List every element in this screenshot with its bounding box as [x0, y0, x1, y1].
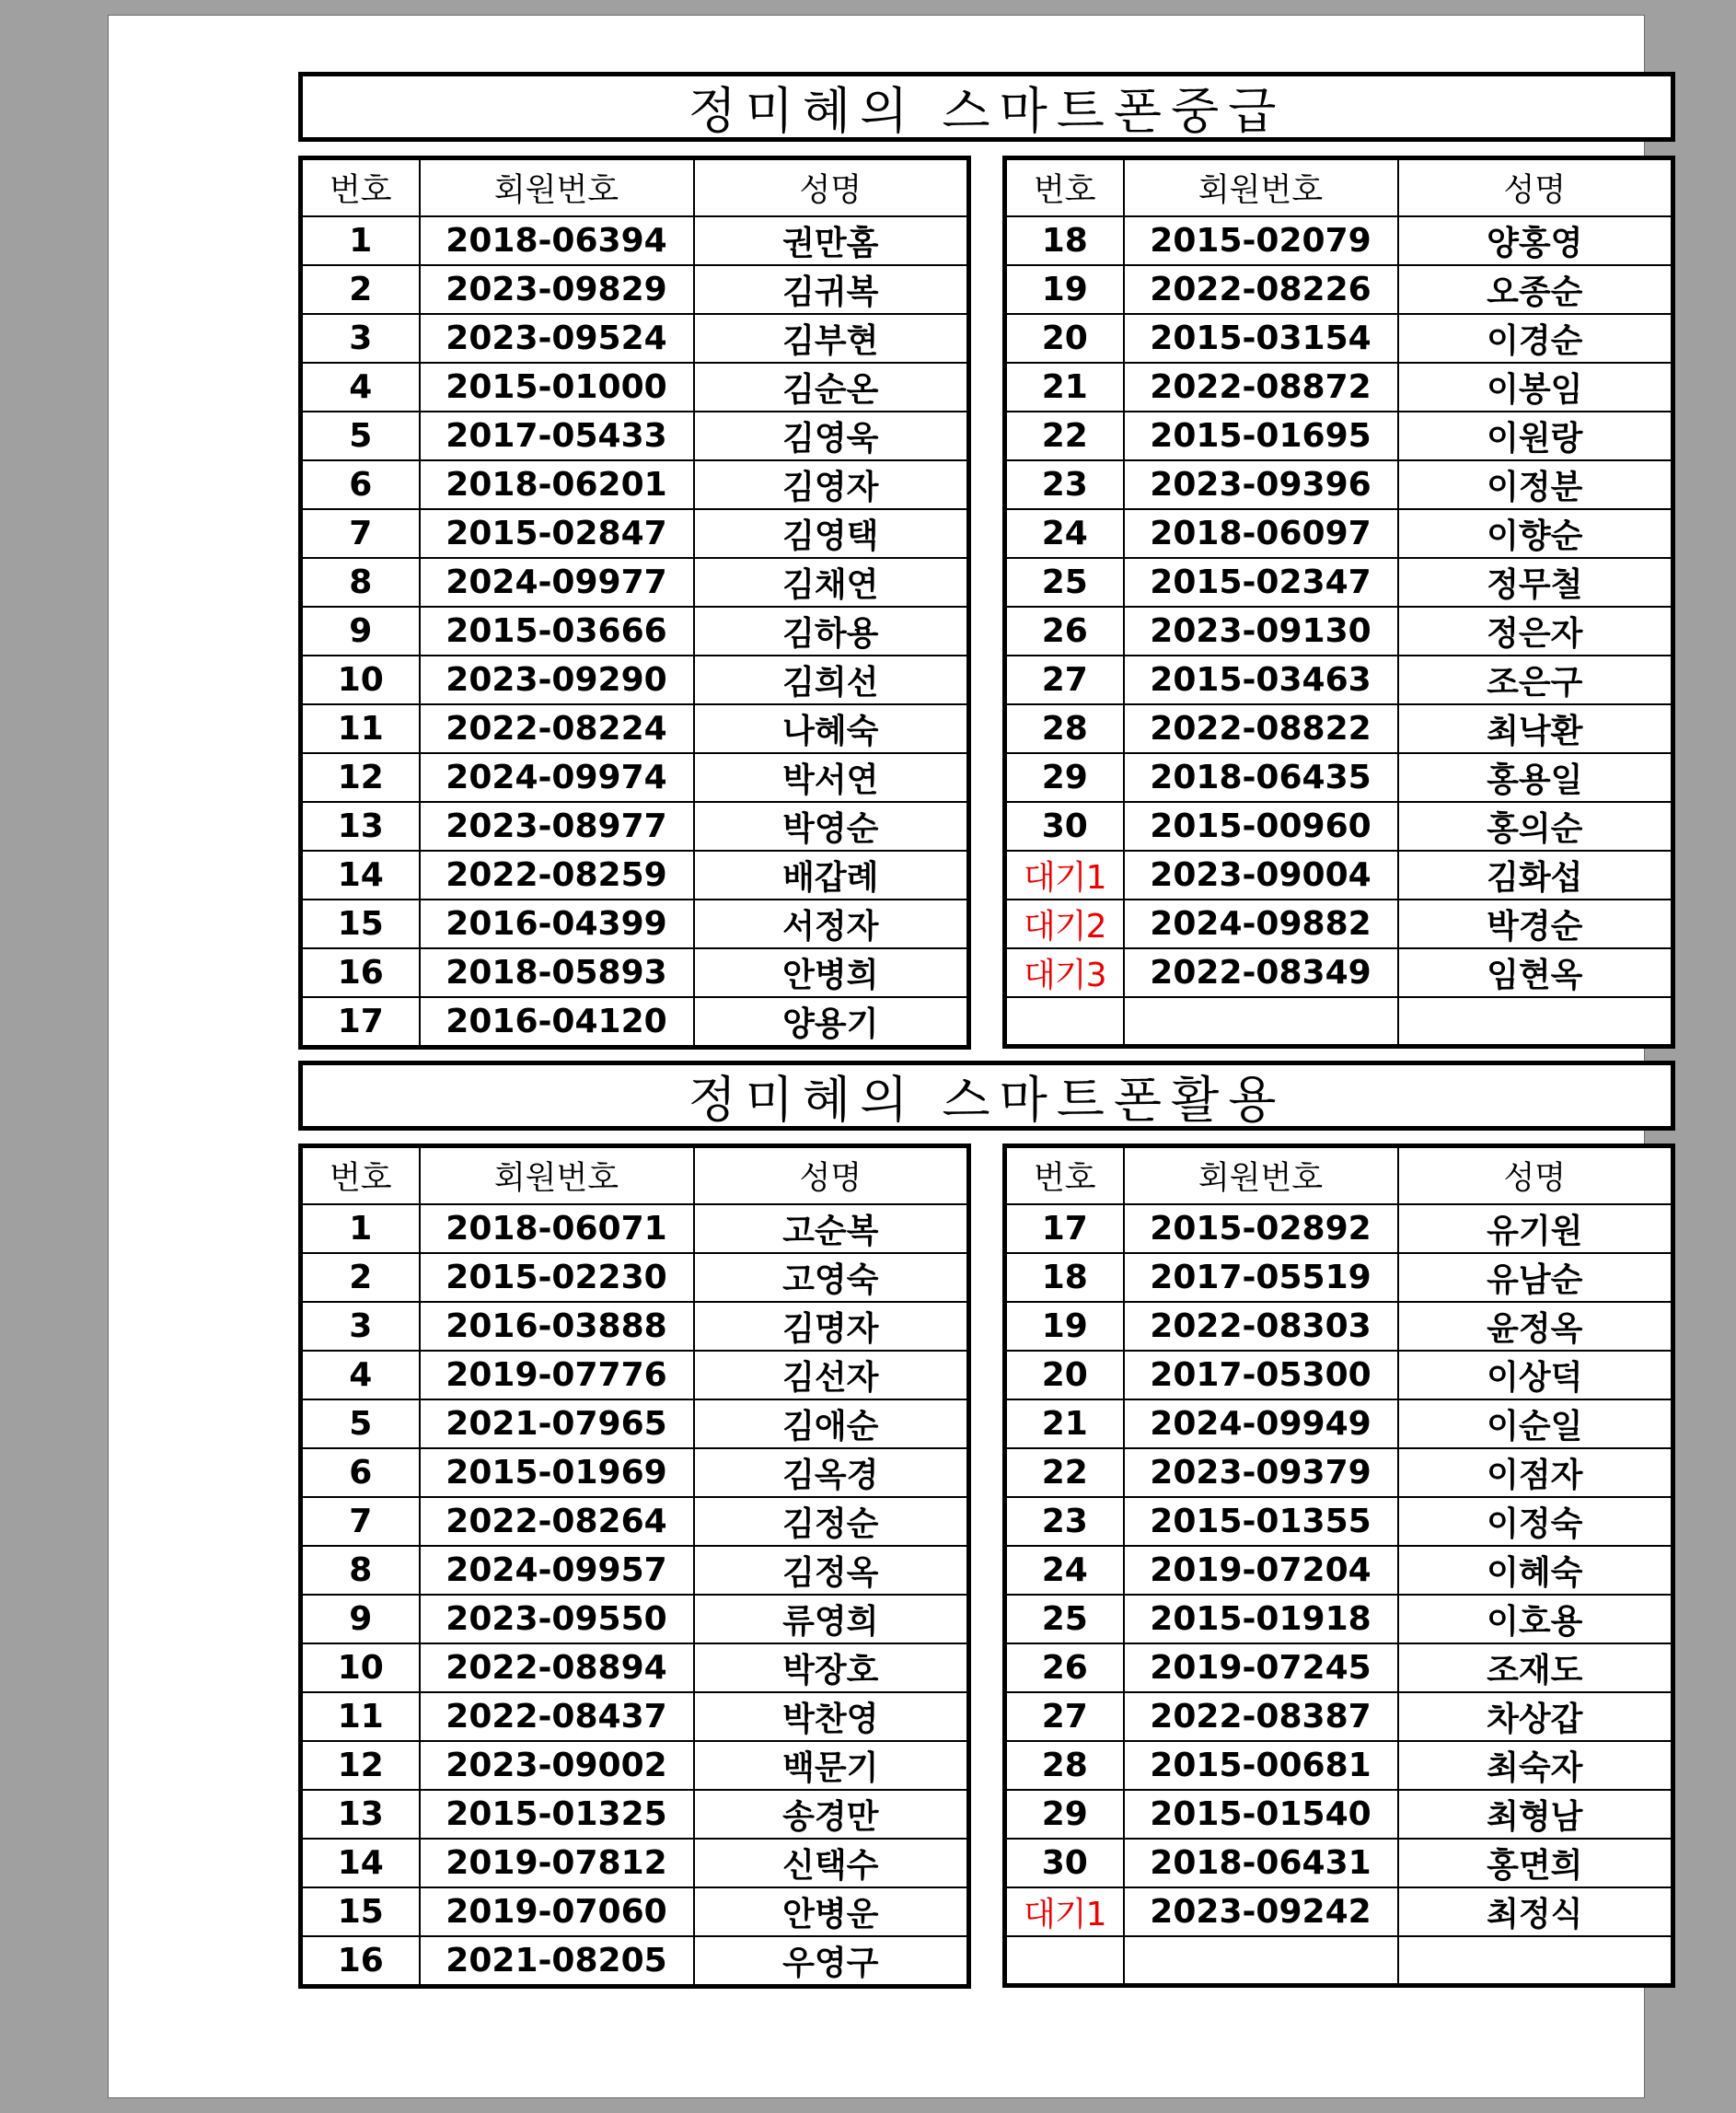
- cell-no: 대기3: [1005, 948, 1124, 997]
- cell-no: 15: [301, 900, 420, 948]
- cell-member-no: 2018-06394: [420, 216, 694, 265]
- table-row: [1005, 265, 1673, 314]
- cell-name: 박찬영: [694, 1692, 969, 1741]
- table-row: [1005, 1399, 1673, 1448]
- cell-no: 5: [301, 1399, 420, 1448]
- table-row: [301, 997, 969, 1048]
- cell-no: 4: [301, 363, 420, 412]
- cell-name: 양홍영: [1398, 216, 1673, 265]
- table-row: [1005, 1936, 1673, 1986]
- table-row: [1005, 1448, 1673, 1497]
- cell-name: 차상갑: [1398, 1692, 1673, 1741]
- cell-no: 23: [1005, 1497, 1124, 1546]
- table-row: [301, 216, 969, 265]
- cell-name: 김옥경: [694, 1448, 969, 1497]
- cell-name: 송경만: [694, 1790, 969, 1839]
- cell-name: 고순복: [694, 1204, 969, 1253]
- cell-no: 6: [301, 460, 420, 509]
- cell-name: 이정분: [1398, 460, 1673, 509]
- cell-member-no: 2015-02892: [1124, 1204, 1398, 1253]
- cell-name: 이경순: [1398, 314, 1673, 363]
- cell-name: 김정옥: [694, 1546, 969, 1595]
- cell-no: 대기2: [1005, 900, 1124, 948]
- header-name: 성명: [694, 1146, 969, 1205]
- cell-member-no: 2015-01540: [1124, 1790, 1398, 1839]
- header-row: [301, 158, 969, 217]
- cell-member-no: 2022-08349: [1124, 948, 1398, 997]
- cell-member-no: 2015-03154: [1124, 314, 1398, 363]
- header-no: 번호: [301, 1146, 420, 1205]
- table-row: [1005, 948, 1673, 997]
- cell-no: 7: [301, 509, 420, 558]
- cell-name: 안병희: [694, 948, 969, 997]
- table-row: [301, 1351, 969, 1399]
- cell-no: 25: [1005, 558, 1124, 607]
- cell-no: 20: [1005, 1351, 1124, 1399]
- cell-member-no: 2016-04399: [420, 900, 694, 948]
- cell-no: 14: [301, 1839, 420, 1887]
- table-row: [301, 948, 969, 997]
- cell-name: 박서연: [694, 753, 969, 802]
- cell-name: [1398, 1936, 1673, 1986]
- cell-member-no: 2024-09977: [420, 558, 694, 607]
- cell-no: 28: [1005, 704, 1124, 753]
- cell-member-no: 2015-01918: [1124, 1595, 1398, 1643]
- cell-no: 25: [1005, 1595, 1124, 1643]
- cell-name: 양용기: [694, 997, 969, 1048]
- cell-no: 18: [1005, 216, 1124, 265]
- cell-no: 30: [1005, 802, 1124, 851]
- cell-name: 김애순: [694, 1399, 969, 1448]
- cell-no: 16: [301, 1936, 420, 1987]
- header-name: 성명: [1398, 1146, 1673, 1205]
- cell-no: 16: [301, 948, 420, 997]
- header-no: 번호: [1005, 1146, 1124, 1205]
- cell-member-no: 2018-06431: [1124, 1839, 1398, 1887]
- cell-no: 18: [1005, 1253, 1124, 1302]
- cell-member-no: 2018-06201: [420, 460, 694, 509]
- document-sheet: [108, 15, 1645, 2098]
- cell-member-no: 2023-08977: [420, 802, 694, 851]
- cell-no: 11: [301, 704, 420, 753]
- table-row: [301, 656, 969, 704]
- cell-name: [1398, 997, 1673, 1047]
- roster-table-intermediate-right: [1002, 156, 1675, 1049]
- cell-name: 김영택: [694, 509, 969, 558]
- cell-no: 1: [301, 1204, 420, 1253]
- table-row: [1005, 753, 1673, 802]
- cell-member-no: [1124, 1936, 1398, 1986]
- cell-name: 최낙환: [1398, 704, 1673, 753]
- cell-member-no: 2015-01969: [420, 1448, 694, 1497]
- table-row: [301, 1204, 969, 1253]
- header-row: [301, 1146, 969, 1205]
- cell-member-no: 2022-08872: [1124, 363, 1398, 412]
- cell-name: 임현옥: [1398, 948, 1673, 997]
- cell-no: 10: [301, 1643, 420, 1692]
- table-row: [1005, 460, 1673, 509]
- cell-no: 9: [301, 1595, 420, 1643]
- table-row: [301, 753, 969, 802]
- cell-member-no: 2015-01325: [420, 1790, 694, 1839]
- cell-name: 김하용: [694, 607, 969, 656]
- table-row: [1005, 704, 1673, 753]
- cell-name: 신택수: [694, 1839, 969, 1887]
- cell-member-no: 2019-07204: [1124, 1546, 1398, 1595]
- cell-member-no: 2019-07245: [1124, 1643, 1398, 1692]
- table-row: [301, 1936, 969, 1987]
- cell-member-no: 2022-08894: [420, 1643, 694, 1692]
- cell-name: 정무철: [1398, 558, 1673, 607]
- cell-member-no: 2024-09957: [420, 1546, 694, 1595]
- table-row: [1005, 607, 1673, 656]
- table-row: [301, 802, 969, 851]
- cell-name: 김귀복: [694, 265, 969, 314]
- table-row: [301, 1497, 969, 1546]
- cell-name: 박장호: [694, 1643, 969, 1692]
- header-no: 번호: [1005, 158, 1124, 217]
- header-member-no: 회원번호: [1124, 158, 1398, 217]
- table-row: [301, 607, 969, 656]
- header-name: 성명: [1398, 158, 1673, 217]
- table-row: [1005, 1643, 1673, 1692]
- section-title-intermediate: 정미혜의 스마트폰중급: [298, 72, 1675, 142]
- cell-member-no: 2015-00960: [1124, 802, 1398, 851]
- cell-member-no: 2024-09974: [420, 753, 694, 802]
- cell-no: 3: [301, 314, 420, 363]
- cell-no: 3: [301, 1302, 420, 1351]
- cell-no: 6: [301, 1448, 420, 1497]
- cell-member-no: 2019-07060: [420, 1887, 694, 1936]
- cell-name: 이호용: [1398, 1595, 1673, 1643]
- cell-member-no: 2017-05300: [1124, 1351, 1398, 1399]
- cell-name: 이향순: [1398, 509, 1673, 558]
- table-row: [1005, 1302, 1673, 1351]
- table-row: [1005, 558, 1673, 607]
- cell-name: 이정숙: [1398, 1497, 1673, 1546]
- cell-name: 권만홈: [694, 216, 969, 265]
- cell-no: 10: [301, 656, 420, 704]
- cell-member-no: 2023-09130: [1124, 607, 1398, 656]
- cell-member-no: 2015-03666: [420, 607, 694, 656]
- table-row: [1005, 1692, 1673, 1741]
- table-row: [301, 363, 969, 412]
- table-row: [1005, 656, 1673, 704]
- cell-no: 22: [1005, 1448, 1124, 1497]
- cell-name: 박영순: [694, 802, 969, 851]
- header-row: [1005, 1146, 1673, 1205]
- table-row: [1005, 1790, 1673, 1839]
- cell-no: 14: [301, 851, 420, 900]
- table-row: [301, 460, 969, 509]
- table-row: [1005, 412, 1673, 460]
- cell-no: 8: [301, 1546, 420, 1595]
- cell-member-no: 2018-05893: [420, 948, 694, 997]
- cell-no: 9: [301, 607, 420, 656]
- cell-no: 대기1: [1005, 851, 1124, 900]
- table-row: [1005, 900, 1673, 948]
- cell-name: 김희선: [694, 656, 969, 704]
- cell-name: 유기원: [1398, 1204, 1673, 1253]
- table-row: [1005, 314, 1673, 363]
- cell-name: 배갑례: [694, 851, 969, 900]
- cell-no: 12: [301, 1741, 420, 1790]
- cell-no: 30: [1005, 1839, 1124, 1887]
- table-row: [301, 1643, 969, 1692]
- cell-name: 우영구: [694, 1936, 969, 1987]
- cell-no: 8: [301, 558, 420, 607]
- cell-no: 5: [301, 412, 420, 460]
- cell-no: 13: [301, 1790, 420, 1839]
- cell-member-no: 2024-09949: [1124, 1399, 1398, 1448]
- cell-member-no: 2023-09242: [1124, 1887, 1398, 1936]
- table-row: [1005, 363, 1673, 412]
- cell-no: 21: [1005, 363, 1124, 412]
- cell-no: 4: [301, 1351, 420, 1399]
- cell-member-no: 2022-08264: [420, 1497, 694, 1546]
- cell-name: 김정순: [694, 1497, 969, 1546]
- table-row: [301, 1790, 969, 1839]
- section-title-practical: 정미혜의 스마트폰활용: [298, 1061, 1675, 1131]
- cell-no: 1: [301, 216, 420, 265]
- cell-name: 최숙자: [1398, 1741, 1673, 1790]
- cell-member-no: 2015-01000: [420, 363, 694, 412]
- header-member-no: 회원번호: [420, 1146, 694, 1205]
- table-row: [1005, 851, 1673, 900]
- cell-member-no: 2018-06071: [420, 1204, 694, 1253]
- cell-name: 오종순: [1398, 265, 1673, 314]
- cell-name: 안병운: [694, 1887, 969, 1936]
- cell-no: [1005, 1936, 1124, 1986]
- cell-no: 12: [301, 753, 420, 802]
- cell-member-no: 2022-08259: [420, 851, 694, 900]
- cell-no: 24: [1005, 509, 1124, 558]
- cell-no: 2: [301, 265, 420, 314]
- cell-name: 홍용일: [1398, 753, 1673, 802]
- cell-member-no: 2021-07965: [420, 1399, 694, 1448]
- cell-no: 13: [301, 802, 420, 851]
- cell-member-no: 2015-02079: [1124, 216, 1398, 265]
- table-row: [301, 704, 969, 753]
- cell-member-no: 2022-08822: [1124, 704, 1398, 753]
- cell-name: 최형남: [1398, 1790, 1673, 1839]
- header-member-no: 회원번호: [420, 158, 694, 217]
- cell-name: 나혜숙: [694, 704, 969, 753]
- cell-no: 7: [301, 1497, 420, 1546]
- cell-no: [1005, 997, 1124, 1047]
- table-row: [301, 1839, 969, 1887]
- cell-member-no: 2022-08303: [1124, 1302, 1398, 1351]
- cell-no: 27: [1005, 656, 1124, 704]
- cell-name: 최정식: [1398, 1887, 1673, 1936]
- cell-member-no: 2023-09396: [1124, 460, 1398, 509]
- cell-member-no: 2022-08387: [1124, 1692, 1398, 1741]
- table-row: [301, 314, 969, 363]
- cell-name: 유남순: [1398, 1253, 1673, 1302]
- cell-member-no: 2015-01355: [1124, 1497, 1398, 1546]
- table-row: [1005, 1741, 1673, 1790]
- cell-member-no: 2021-08205: [420, 1936, 694, 1987]
- cell-no: 17: [301, 997, 420, 1048]
- cell-name: 박경순: [1398, 900, 1673, 948]
- cell-member-no: 2023-09829: [420, 265, 694, 314]
- table-row: [1005, 1887, 1673, 1936]
- table-row: [1005, 1546, 1673, 1595]
- cell-member-no: 2015-02230: [420, 1253, 694, 1302]
- table-row: [1005, 997, 1673, 1047]
- table-row: [301, 1546, 969, 1595]
- table-row: [301, 1887, 969, 1936]
- table-row: [301, 1595, 969, 1643]
- cell-name: 정은자: [1398, 607, 1673, 656]
- cell-member-no: 2015-01695: [1124, 412, 1398, 460]
- cell-no: 11: [301, 1692, 420, 1741]
- cell-member-no: 2023-09379: [1124, 1448, 1398, 1497]
- roster-table-practical-right: [1002, 1144, 1675, 1988]
- cell-name: 김영욱: [694, 412, 969, 460]
- cell-no: 19: [1005, 265, 1124, 314]
- cell-name: 이원랑: [1398, 412, 1673, 460]
- cell-member-no: [1124, 997, 1398, 1047]
- header-name: 성명: [694, 158, 969, 217]
- cell-name: 김화섭: [1398, 851, 1673, 900]
- cell-name: 이봉임: [1398, 363, 1673, 412]
- table-row: [1005, 1204, 1673, 1253]
- roster-table-practical-left: [298, 1144, 971, 1989]
- cell-member-no: 2019-07776: [420, 1351, 694, 1399]
- cell-no: 27: [1005, 1692, 1124, 1741]
- cell-name: 이혜숙: [1398, 1546, 1673, 1595]
- table-row: [301, 558, 969, 607]
- table-row: [301, 1692, 969, 1741]
- table-row: [1005, 1839, 1673, 1887]
- cell-no: 19: [1005, 1302, 1124, 1351]
- cell-no: 2: [301, 1253, 420, 1302]
- table-row: [301, 900, 969, 948]
- cell-member-no: 2018-06435: [1124, 753, 1398, 802]
- table-row: [301, 265, 969, 314]
- cell-name: 김선자: [694, 1351, 969, 1399]
- cell-name: 고영숙: [694, 1253, 969, 1302]
- header-no: 번호: [301, 158, 420, 217]
- table-row: [1005, 1497, 1673, 1546]
- cell-member-no: 2017-05433: [420, 412, 694, 460]
- cell-member-no: 2023-09550: [420, 1595, 694, 1643]
- table-row: [301, 509, 969, 558]
- cell-member-no: 2019-07812: [420, 1839, 694, 1887]
- cell-member-no: 2016-03888: [420, 1302, 694, 1351]
- cell-member-no: 2017-05519: [1124, 1253, 1398, 1302]
- cell-member-no: 2022-08226: [1124, 265, 1398, 314]
- cell-member-no: 2015-02847: [420, 509, 694, 558]
- cell-no: 20: [1005, 314, 1124, 363]
- cell-member-no: 2023-09002: [420, 1741, 694, 1790]
- cell-name: 이점자: [1398, 1448, 1673, 1497]
- cell-name: 홍면희: [1398, 1839, 1673, 1887]
- cell-no: 23: [1005, 460, 1124, 509]
- cell-no: 29: [1005, 753, 1124, 802]
- cell-name: 조재도: [1398, 1643, 1673, 1692]
- cell-no: 22: [1005, 412, 1124, 460]
- cell-member-no: 2015-00681: [1124, 1741, 1398, 1790]
- cell-name: 홍의순: [1398, 802, 1673, 851]
- cell-no: 17: [1005, 1204, 1124, 1253]
- cell-name: 이상덕: [1398, 1351, 1673, 1399]
- cell-name: 윤정옥: [1398, 1302, 1673, 1351]
- table-row: [301, 1448, 969, 1497]
- cell-name: 조은구: [1398, 656, 1673, 704]
- cell-no: 24: [1005, 1546, 1124, 1595]
- table-row: [1005, 509, 1673, 558]
- roster-table-intermediate-left: [298, 156, 971, 1050]
- table-row: [1005, 216, 1673, 265]
- header-member-no: 회원번호: [1124, 1146, 1398, 1205]
- cell-name: 류영희: [694, 1595, 969, 1643]
- cell-name: 김채연: [694, 558, 969, 607]
- table-row: [1005, 802, 1673, 851]
- table-row: [301, 1741, 969, 1790]
- table-row: [301, 851, 969, 900]
- cell-member-no: 2015-02347: [1124, 558, 1398, 607]
- cell-member-no: 2022-08224: [420, 704, 694, 753]
- table-row: [301, 412, 969, 460]
- cell-no: 15: [301, 1887, 420, 1936]
- table-row: [1005, 1253, 1673, 1302]
- cell-no: 29: [1005, 1790, 1124, 1839]
- cell-name: 서정자: [694, 900, 969, 948]
- cell-name: 김명자: [694, 1302, 969, 1351]
- table-row: [301, 1253, 969, 1302]
- cell-member-no: 2024-09882: [1124, 900, 1398, 948]
- table-row: [301, 1399, 969, 1448]
- cell-no: 26: [1005, 1643, 1124, 1692]
- table-row: [301, 1302, 969, 1351]
- cell-member-no: 2018-06097: [1124, 509, 1398, 558]
- cell-no: 26: [1005, 607, 1124, 656]
- table-row: [1005, 1351, 1673, 1399]
- cell-no: 대기1: [1005, 1887, 1124, 1936]
- cell-member-no: 2015-03463: [1124, 656, 1398, 704]
- cell-member-no: 2022-08437: [420, 1692, 694, 1741]
- header-row: [1005, 158, 1673, 217]
- cell-member-no: 2023-09290: [420, 656, 694, 704]
- cell-name: 김순온: [694, 363, 969, 412]
- cell-member-no: 2016-04120: [420, 997, 694, 1048]
- table-row: [1005, 1595, 1673, 1643]
- cell-name: 백문기: [694, 1741, 969, 1790]
- cell-no: 21: [1005, 1399, 1124, 1448]
- cell-member-no: 2023-09524: [420, 314, 694, 363]
- cell-name: 김부현: [694, 314, 969, 363]
- cell-member-no: 2023-09004: [1124, 851, 1398, 900]
- cell-name: 이순일: [1398, 1399, 1673, 1448]
- cell-name: 김영자: [694, 460, 969, 509]
- cell-no: 28: [1005, 1741, 1124, 1790]
